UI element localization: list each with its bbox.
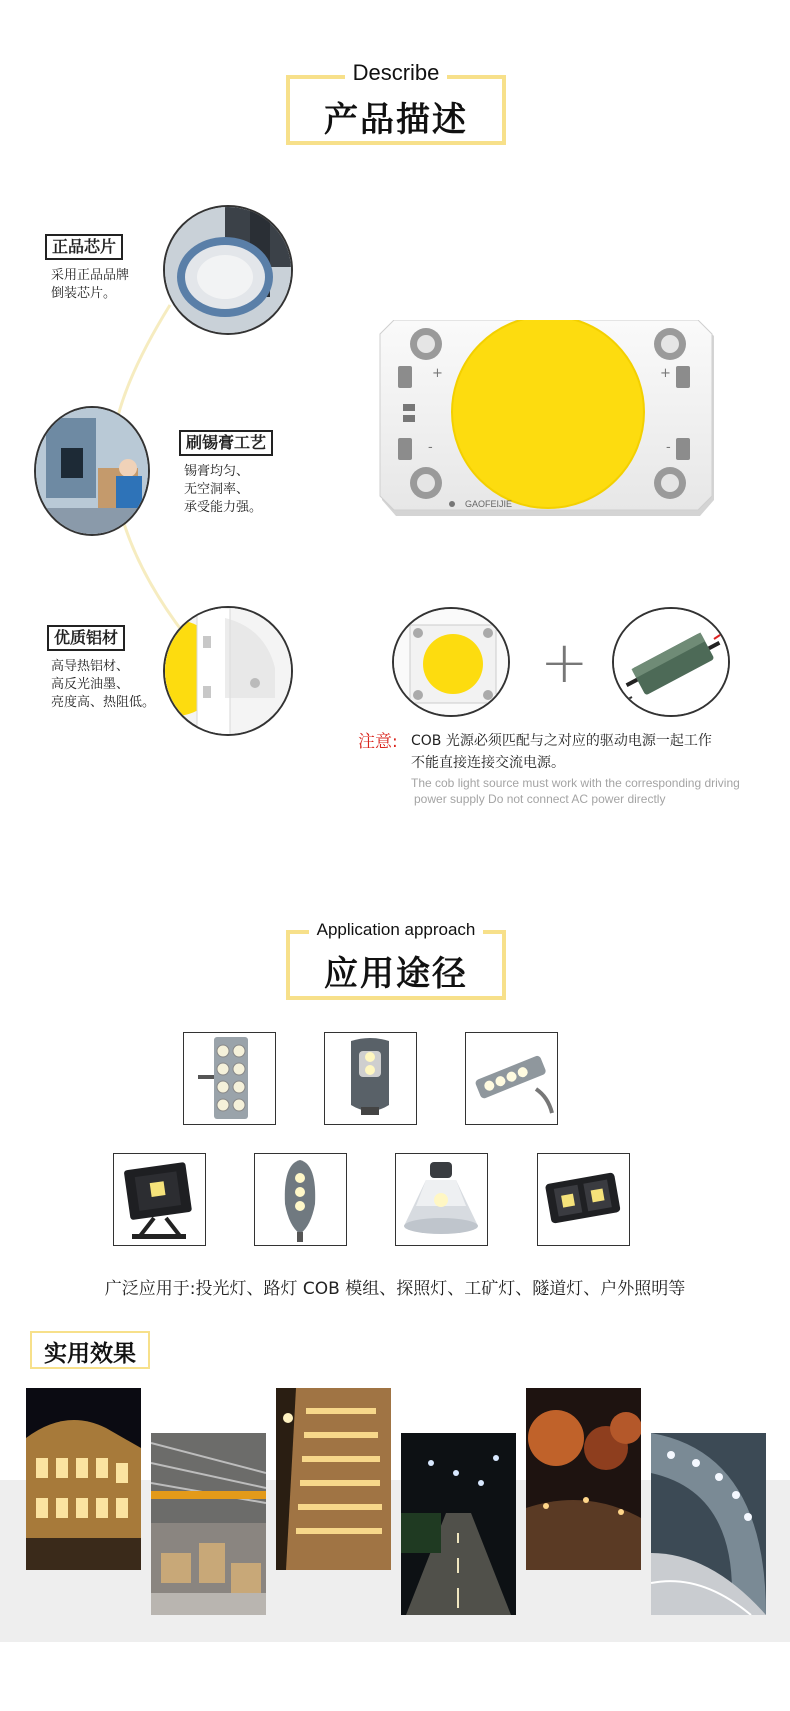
feature-title-chip: 正品芯片 <box>45 234 123 260</box>
street-lamp-thumb <box>254 1153 347 1246</box>
small-cob-photo <box>392 607 510 717</box>
plus-symbol: + <box>540 628 589 696</box>
feature-text-aluminum-2: 高反光油墨、 <box>51 677 130 692</box>
street-light-arm-thumb <box>465 1032 558 1125</box>
application-title-cn: 应用途径 <box>324 954 468 994</box>
application-description: 广泛应用于:投光灯、路灯 COB 模组、探照灯、工矿灯、隧道灯、户外照明等 <box>104 1279 686 1299</box>
effect-photo-warehouse <box>151 1433 266 1615</box>
notice-en-line-2: power supply Do not connect AC power directly <box>414 792 666 806</box>
cob-minus-left: - <box>428 440 433 455</box>
feature-title-aluminum: 优质铝材 <box>47 625 125 651</box>
feature-text-solder-2: 无空洞率、 <box>184 482 250 497</box>
effect-photo-tunnel <box>651 1433 766 1615</box>
feature-text-solder-1: 锡膏均匀、 <box>184 464 250 479</box>
effect-photo-road <box>401 1433 516 1615</box>
effect-photo-park <box>526 1388 641 1570</box>
feature-text-aluminum-1: 高导热铝材、 <box>51 659 130 674</box>
floodlight-thumb <box>113 1153 206 1246</box>
cob-minus-right: - <box>666 440 671 455</box>
feature-text-solder-3: 承受能力强。 <box>184 500 263 515</box>
effect-photo-hotel <box>276 1388 391 1570</box>
notice-line-2: 不能直接连接交流电源。 <box>411 755 565 771</box>
cob-plus-right: + <box>660 366 671 381</box>
cob-plus-left: + <box>432 366 443 381</box>
feature-title-solder: 刷锡膏工艺 <box>179 430 273 456</box>
feature-text-chip-2: 倒装芯片。 <box>51 286 117 301</box>
notice-line-1: COB 光源必须匹配与之对应的驱动电源一起工作 <box>411 733 712 749</box>
notice-en-line-1: The cob light source must work with the corresponding driving <box>411 776 740 790</box>
feature-text-chip-1: 采用正品品牌 <box>51 268 130 283</box>
driver-photo <box>612 607 730 717</box>
chip-photo <box>163 205 293 335</box>
describe-title-en: Describe <box>286 60 506 86</box>
describe-title-cn: 产品描述 <box>324 100 468 140</box>
cob-brand: GAOFEIJIE <box>465 499 513 509</box>
feature-text-aluminum-3: 亮度高、热阻低。 <box>51 695 156 710</box>
aluminum-photo <box>163 606 293 736</box>
tunnel-light-thumb <box>537 1153 630 1246</box>
effect-title: 实用效果 <box>44 1341 136 1367</box>
floodlight-module-thumb <box>183 1032 276 1125</box>
notice-label: 注意: <box>358 732 398 752</box>
application-title-en: Application approach <box>286 920 506 940</box>
highbay-light-thumb <box>395 1153 488 1246</box>
street-light-module-thumb <box>324 1032 417 1125</box>
effect-photo-building <box>26 1388 141 1570</box>
cob-chip-image <box>378 320 718 520</box>
process-photo <box>34 406 150 536</box>
